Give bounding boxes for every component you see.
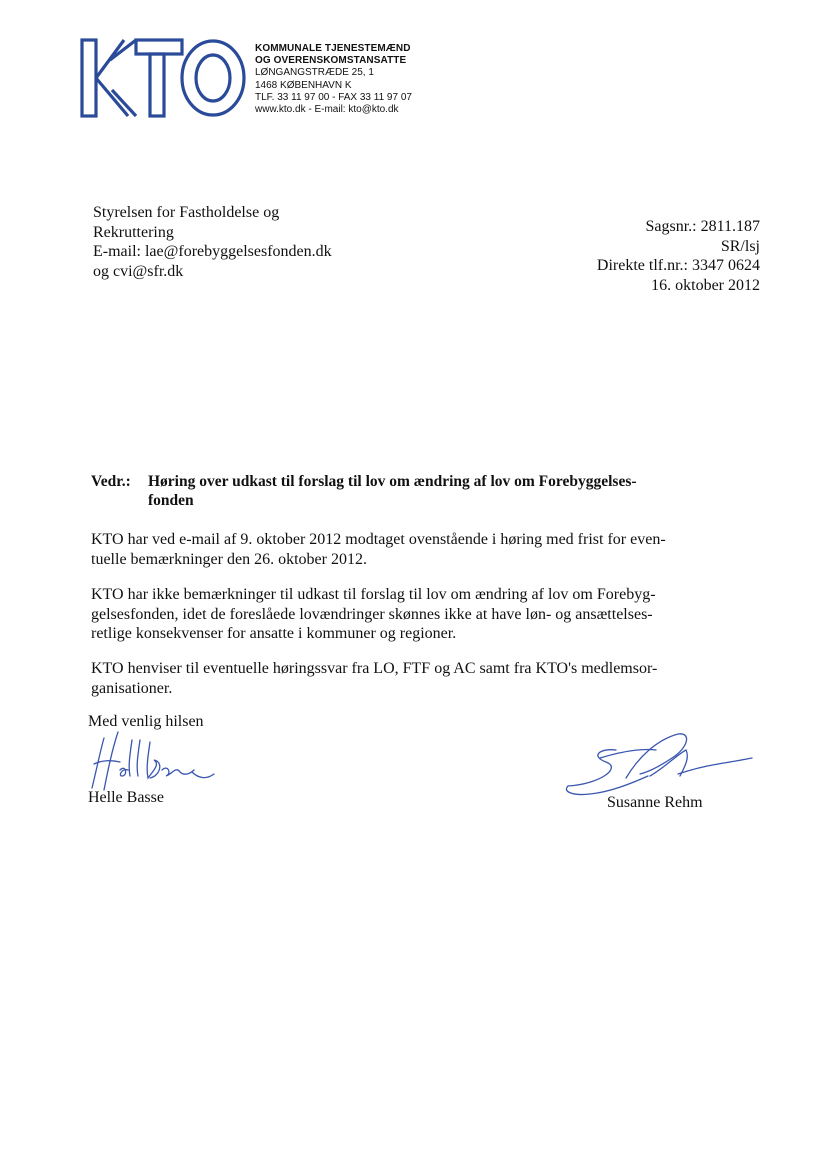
paragraph-line: KTO har ved e-mail af 9. oktober 2012 modtaget ovenstående i høring med frist for even- [91,531,666,548]
paragraph-line: KTO har ikke bemærkninger til udkast til forslag til lov om ændring af lov om Forebyg- [91,586,656,603]
org-phone-fax: TLF. 33 11 97 00 - FAX 33 11 97 07 [255,91,412,103]
recipient-email-line: E-mail: lae@forebyggelsesfonden.dk [93,243,332,260]
recipient-email-line: og cvi@sfr.dk [93,262,184,280]
paragraph-line: KTO henviser til eventuelle høringssvar fra LO, FTF og AC samt fra KTO's medlemsor- [91,660,658,677]
initials: SR/lsj [720,237,760,255]
signature-helle-basse [88,730,218,792]
body-paragraph-3 [91,659,716,698]
signature-susanne-rehm [560,728,755,800]
org-name-line2: OG OVERENSKOMSTANSATTE [255,55,407,67]
subject-text-line: Høring over udkast til forslag til lov om ændring af lov om Forebyggelses- [148,473,637,490]
paragraph-line: gelsesfonden, idet de foreslåede lovændringer skønnes ikke at have løn- og ansættelses- [91,605,653,623]
signatory-name: Susanne Rehm [607,794,703,811]
org-web-email: www.kto.dk - E-mail: kto@kto.dk [255,104,399,116]
recipient-address [93,203,332,281]
kto-logo [80,38,248,118]
paragraph-line: tuelle bemærkninger den 26. oktober 2012. [91,550,367,568]
subject-text [148,473,728,510]
recipient-line: Styrelsen for Fastholdelse og [93,204,280,221]
paragraph-line: ganisationer. [91,679,173,697]
case-metadata [597,217,760,295]
subject-label: Vedr.: [91,473,131,490]
letter-date: 16. oktober 2012 [651,276,760,294]
body-paragraph-2 [91,585,716,644]
direct-phone: Direkte tlf.nr.: 3347 0624 [596,257,760,274]
case-number: Sagsnr.: 2811.187 [645,218,760,235]
org-name-line1: KOMMUNALE TJENESTEMÆND [255,43,411,54]
org-city: 1468 KØBENHAVN K [255,79,352,91]
closing-salutation: Med venlig hilsen [88,713,204,730]
paragraph-line: retlige konsekvenser for ansatte i kommuner og regioner. [91,625,457,642]
recipient-line: Rekruttering [93,223,174,241]
letterhead [255,43,412,116]
subject-text-line: fonden [148,491,194,509]
body-paragraph-1 [91,530,716,569]
org-street: LØNGANGSTRÆDE 25, 1 [255,67,374,79]
signatory-name: Helle Basse [88,789,164,806]
